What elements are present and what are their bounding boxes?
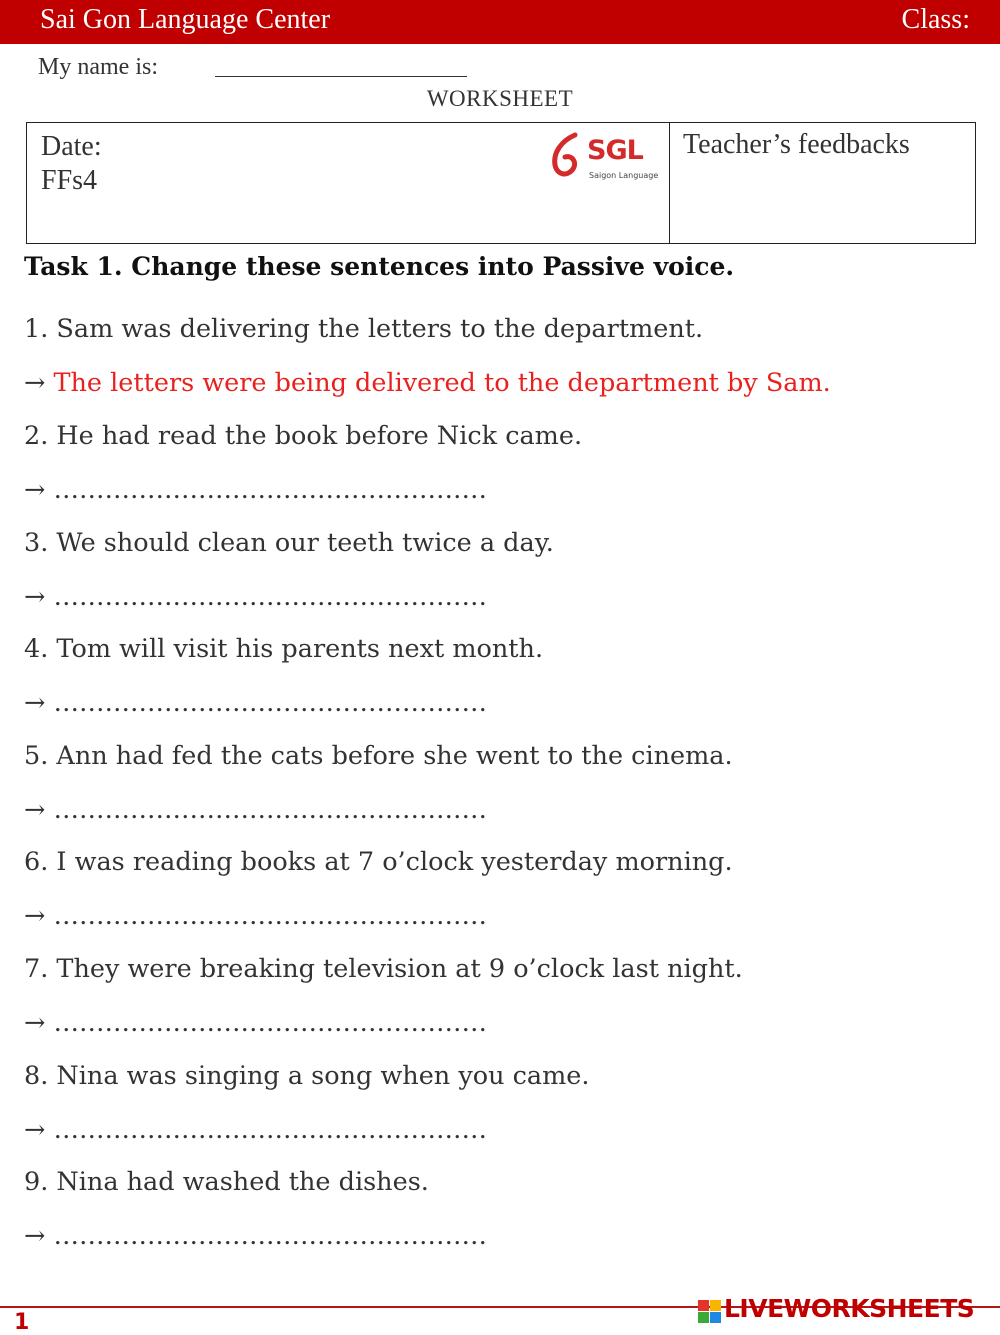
answer-blank[interactable]: …………………………………………… (53, 795, 487, 825)
center-name: Sai Gon Language Center (40, 4, 331, 35)
worksheet-title: WORKSHEET (426, 86, 574, 111)
answer-text: The letters were being delivered to the department by Sam. (53, 368, 831, 398)
arrow-icon: → (24, 1008, 46, 1038)
arrow-icon: → (24, 901, 46, 931)
arrow-icon: → (24, 582, 46, 612)
info-box (26, 122, 976, 244)
answer-blank[interactable]: …………………………………………… (53, 901, 487, 931)
question-5: 5. Ann had fed the cats before she went to the cinema. (24, 741, 733, 771)
task-title: Task 1. Change these sentences into Passive voice. (24, 252, 735, 281)
name-label: My name is: (38, 54, 158, 80)
worksheet-code: FFs4 (41, 165, 98, 196)
page-header (0, 0, 1000, 44)
feedback-label: Teacher’s feedbacks (683, 129, 910, 160)
question-1: 1. Sam was delivering the letters to the department. (24, 314, 704, 344)
sgl-logo (547, 131, 657, 187)
answer-1 (24, 368, 831, 398)
question-7: 7. They were breaking television at 9 o’clock last night. (24, 954, 743, 984)
question-9: 9. Nina had washed the dishes. (24, 1167, 429, 1197)
name-field[interactable] (215, 76, 467, 77)
arrow-icon: → (24, 1221, 46, 1251)
answer-blank[interactable]: …………………………………………… (53, 1221, 487, 1251)
answer-7[interactable] (24, 1008, 487, 1038)
answer-8[interactable] (24, 1115, 487, 1145)
question-4: 4. Tom will visit his parents next month. (24, 634, 544, 664)
answer-blank[interactable]: …………………………………………… (53, 1008, 487, 1038)
liveworksheets-brand: LIVEWORKSHEETS (724, 1294, 975, 1323)
class-label: Class: (901, 4, 970, 35)
question-3: 3. We should clean our teeth twice a day. (24, 528, 554, 558)
arrow-icon: → (24, 475, 46, 505)
question-2: 2. He had read the book before Nick came. (24, 421, 583, 451)
page-number: 1 (14, 1310, 30, 1335)
answer-3[interactable] (24, 582, 487, 612)
box-divider (669, 123, 670, 243)
answer-6[interactable] (24, 901, 487, 931)
answer-9[interactable] (24, 1221, 487, 1251)
sgl-swoosh-icon (547, 131, 587, 183)
arrow-icon: → (24, 688, 46, 718)
question-8: 8. Nina was singing a song when you came. (24, 1061, 590, 1091)
answer-5[interactable] (24, 795, 487, 825)
logo-subtext: Saigon Language (589, 171, 659, 180)
arrow-icon: → (24, 368, 46, 398)
arrow-icon: → (24, 1115, 46, 1145)
answer-blank[interactable]: …………………………………………… (53, 475, 487, 505)
question-6: 6. I was reading books at 7 o’clock yesterday morning. (24, 847, 733, 877)
liveworksheets-logo[interactable] (698, 1294, 996, 1328)
answer-blank[interactable]: …………………………………………… (53, 688, 487, 718)
logo-text: SGL (587, 135, 643, 166)
colored-blocks-icon (698, 1300, 722, 1324)
date-label: Date: (41, 131, 102, 162)
answer-4[interactable] (24, 688, 487, 718)
answer-blank[interactable]: …………………………………………… (53, 1115, 487, 1145)
arrow-icon: → (24, 795, 46, 825)
answer-blank[interactable]: …………………………………………… (53, 582, 487, 612)
answer-2[interactable] (24, 475, 487, 505)
